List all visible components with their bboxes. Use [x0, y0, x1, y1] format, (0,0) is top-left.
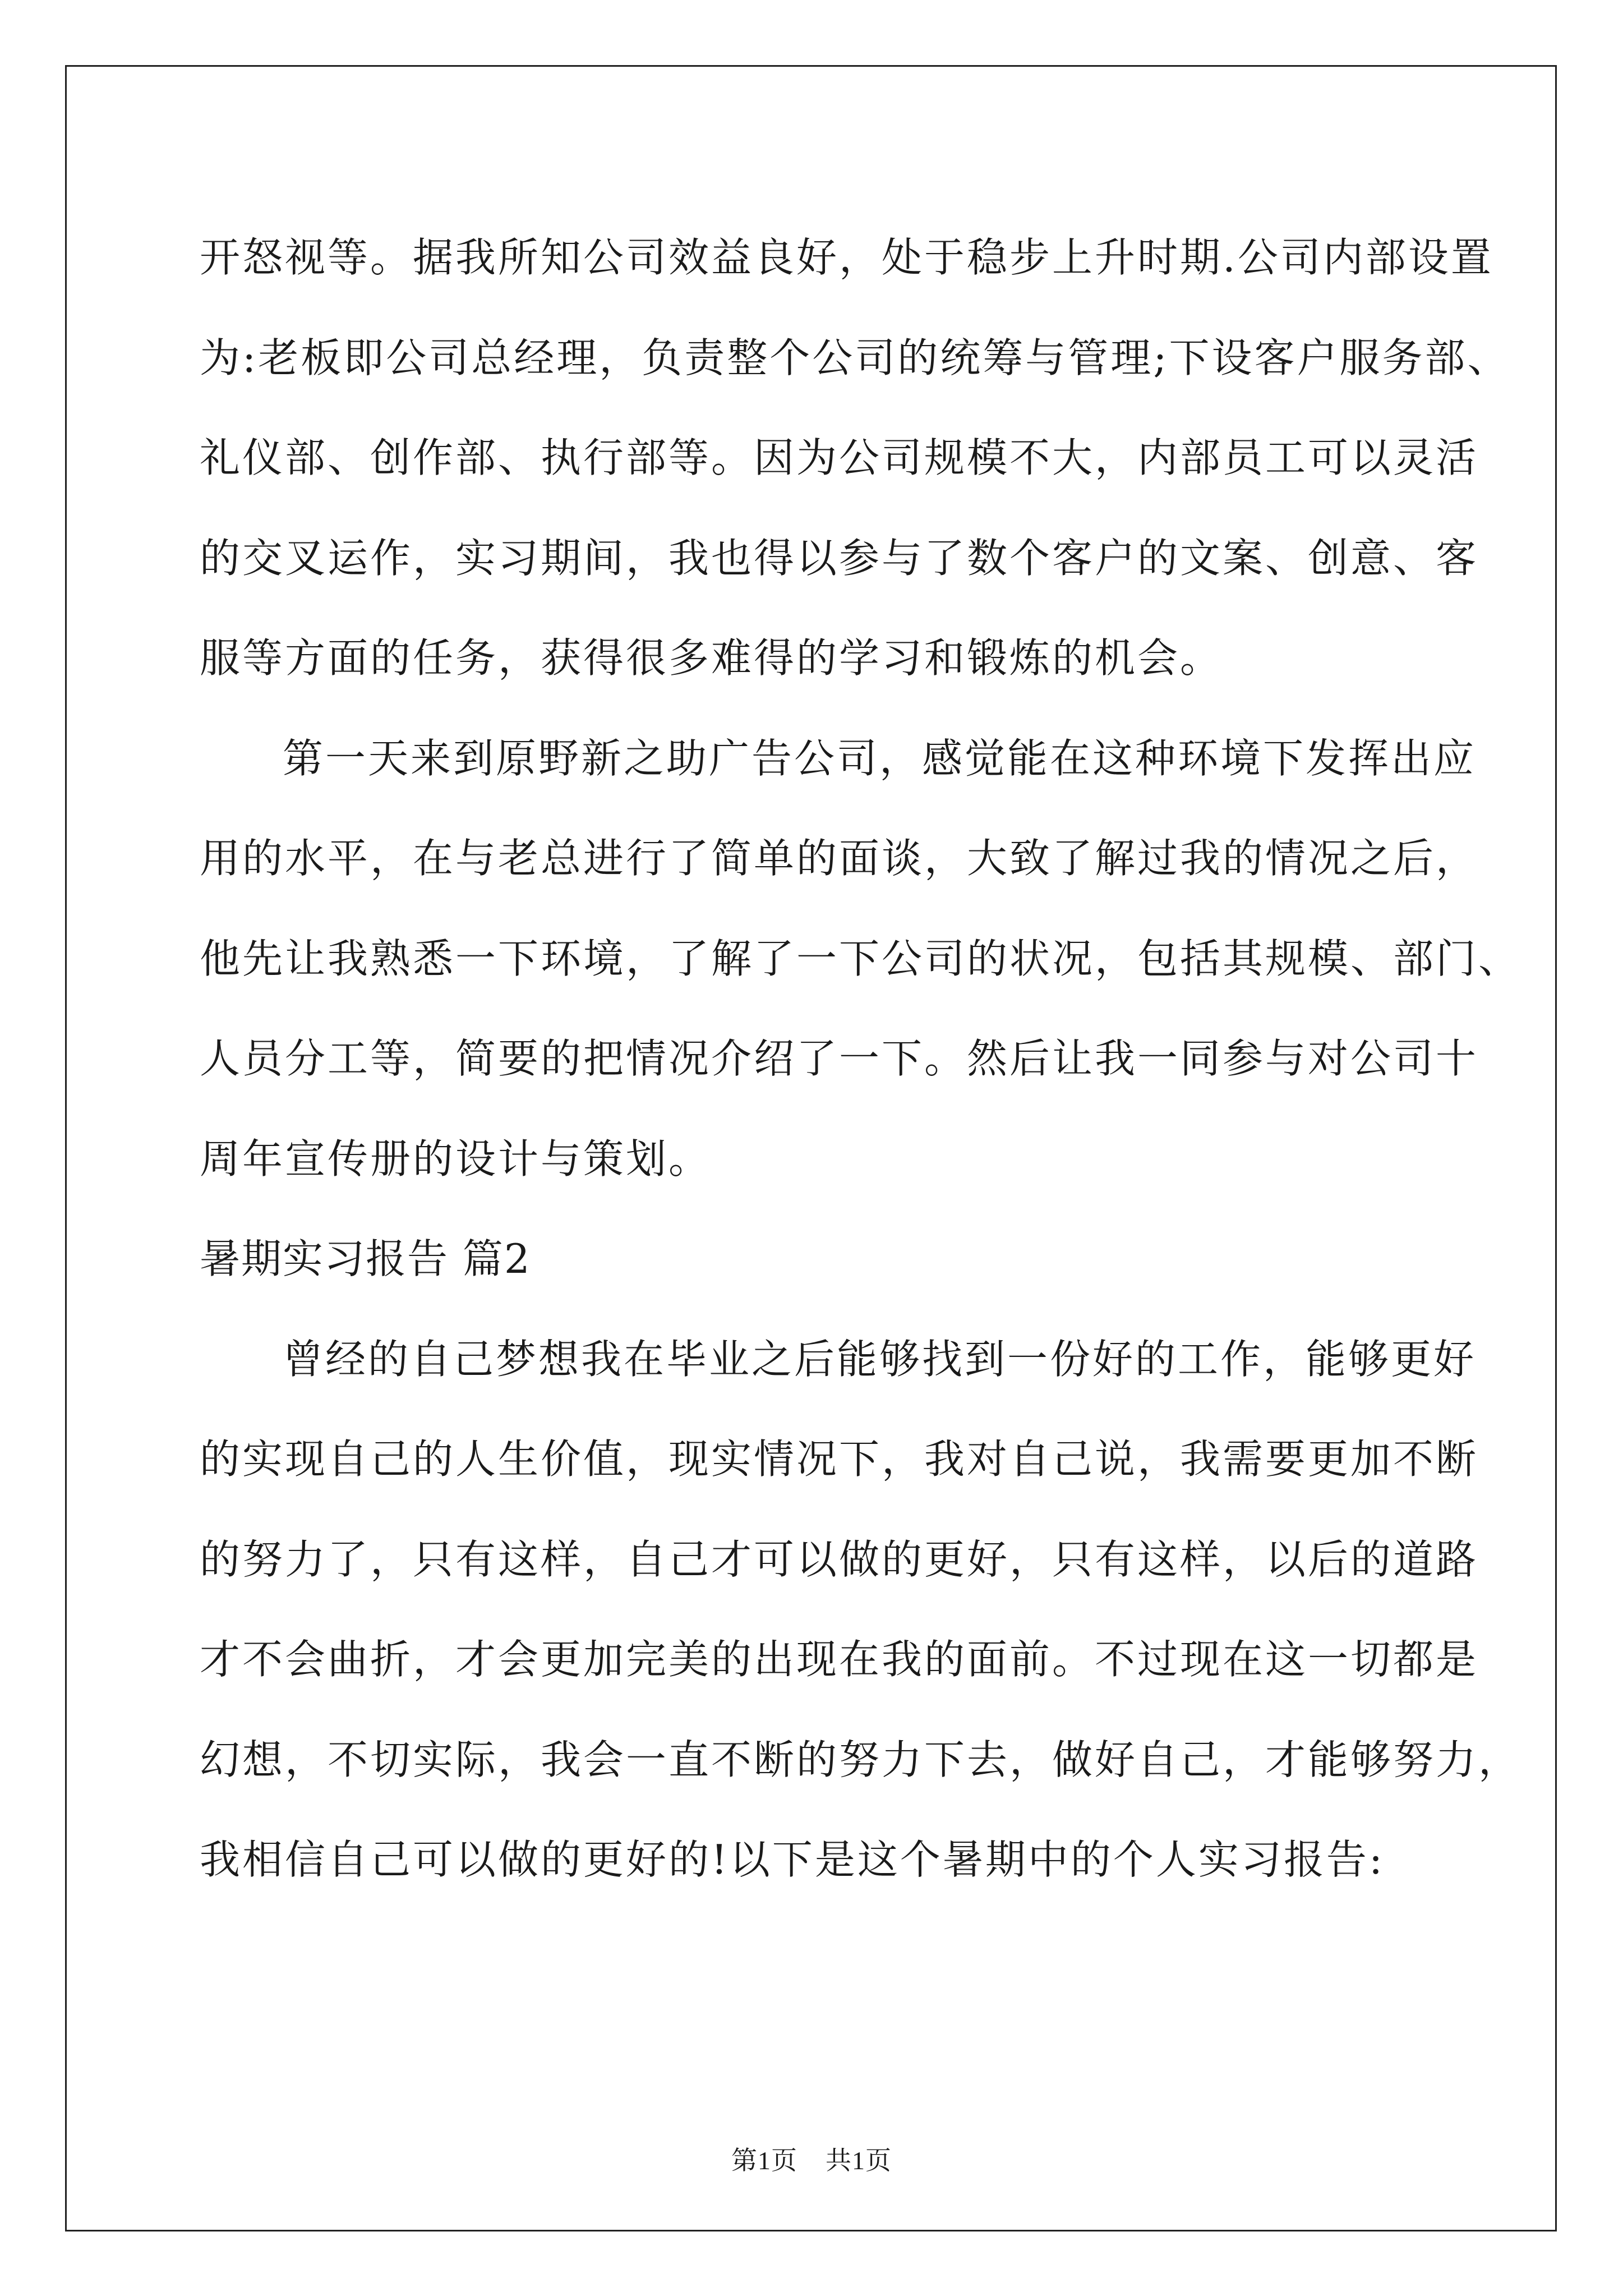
text-line: 他先让我熟悉一下环境，了解了一下公司的状况，包括其规模、部门、 [200, 935, 1521, 982]
text-line: 礼仪部、创作部、执行部等。因为公司规模不大，内部员工可以灵活 [200, 434, 1479, 481]
text-line: 我相信自己可以做的更好的!以下是这个暑期中的个人实习报告: [200, 1836, 1385, 1883]
page-total: 共1页 [826, 2146, 892, 2175]
text-line: 第一天来到原野新之助广告公司，感觉能在这种环境下发挥出应 [283, 734, 1477, 782]
page-number: 第1页 [731, 2146, 797, 2175]
text-line: 曾经的自己梦想我在毕业之后能够找到一份好的工作，能够更好 [283, 1335, 1477, 1383]
text-line: 周年宣传册的设计与策划。 [200, 1135, 712, 1182]
text-line: 才不会曲折，才会更加完美的出现在我的面前。不过现在这一切都是 [200, 1636, 1479, 1683]
text-line: 的努力了，只有这样，自己才可以做的更好，只有这样，以后的道路 [200, 1535, 1479, 1583]
text-line: 人员分工等，简要的把情况介绍了一下。然后让我一同参与对公司十 [200, 1035, 1479, 1082]
section-heading: 暑期实习报告 篇2 [200, 1235, 531, 1282]
document-body [200, 208, 1521, 1910]
text-line: 用的水平，在与老总进行了简单的面谈，大致了解过我的情况之后， [200, 835, 1479, 882]
text-line: 的交叉运作，实习期间，我也得以参与了数个客户的文案、创意、客 [200, 534, 1479, 582]
text-line: 幻想，不切实际，我会一直不断的努力下去，做好自己，才能够努力， [200, 1736, 1521, 1783]
text-line: 的实现自己的人生价值，现实情况下，我对自己说，我需要更加不断 [200, 1435, 1479, 1483]
text-line: 服等方面的任务，获得很多难得的学习和锻炼的机会。 [200, 634, 1223, 682]
text-line: 为:老板即公司总经理，负责整个公司的统筹与管理;下设客户服务部、 [200, 334, 1510, 381]
page-footer [0, 2140, 1623, 2177]
text-line: 开怒视等。据我所知公司效益良好，处于稳步上升时期.公司内部设置 [200, 234, 1493, 281]
